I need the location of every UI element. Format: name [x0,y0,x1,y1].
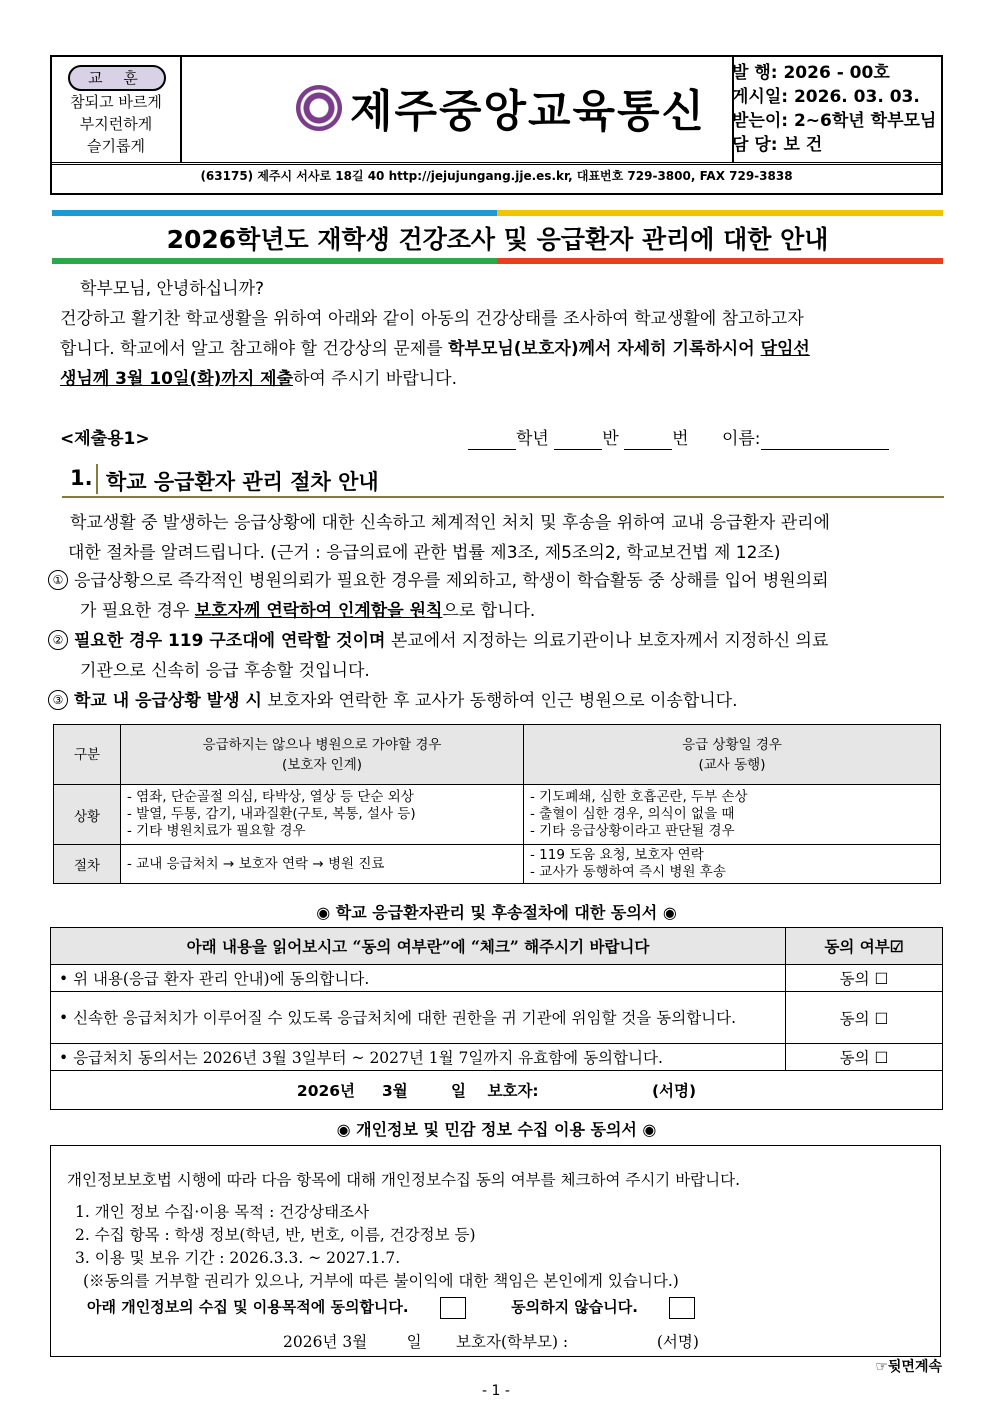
intro-text [60,274,940,394]
agree-checkbox[interactable]: 동의 ☐ [786,1044,943,1071]
procedure-item-1: ① 응급상황으로 즉각적인 병원의뢰가 필요한 경우를 제외하고, 학생이 학습활동 중 상해를 입어 병원의뢰 [48,566,943,596]
section-title: 학교 응급환자 관리 절차 안내 [106,470,379,494]
intro-line: 생님께 3월 10일(화)까지 제출하여 주시기 바랍니다. [60,369,458,389]
section-para: 학교생활 중 발생하는 응급상황에 대한 신속하고 체계적인 처치 및 후송을 위하여 교내 응급환자 관리에 [70,513,830,533]
consent-title: ◉ 학교 응급환자관리 및 후송절차에 대한 동의서 ◉ [316,903,677,922]
privacy-intro: 개인정보보호법 시행에 따라 다음 항목에 대해 개인정보수집 동의 여부를 체크하여 주시기 바랍니다. [67,1171,741,1189]
row-label-situation: 상황 [54,785,121,845]
grade-label: 학년 [516,429,549,449]
motto-text [52,91,180,157]
table-header-category: 구분 [54,725,121,785]
procedure-nonemergency: - 교내 응급처치 → 보호자 연락 → 병원 진료 [121,845,524,884]
agree-checkbox[interactable]: 동의 ☐ [786,965,943,992]
name-label: 이름: [721,429,761,449]
circled-number-icon: ① [48,570,68,590]
procedure-item-2: ② 필요한 경우 119 구조대에 연락할 것이며 본교에서 지정하는 의료기관이나 보호자께서 지정하신 의료 [48,626,943,656]
banner-stripe-green [52,258,497,264]
header-divider [52,162,941,165]
privacy-signature-line[interactable]: 2026년 3월 일 보호자(학부모) : (서명) [283,1333,699,1351]
intro-line: 건강하고 활기찬 학교생활을 위하여 아래와 같이 아동의 건강상태를 조사하여 학교생활에 참고하고자 [60,309,804,329]
consent-header-check: 동의 여부☑ [786,928,943,965]
privacy-title: ◉ 개인정보 및 민감 정보 수집 이용 동의서 ◉ [336,1120,657,1139]
privacy-item: 2. 수집 항목 : 학생 정보(학년, 반, 번호, 이름, 건강정보 등) [75,1226,476,1244]
greeting: 학부모님, 안녕하십니까? [80,279,265,299]
consent-header-instruction: 아래 내용을 읽어보시고 “동의 여부란”에 “체크” 해주시기 바랍니다 [51,928,786,965]
procedure-item-3: ③ 학교 내 응급상황 발생 시 보호자와 연락한 후 교사가 동행하여 인근 병원으로 이송합니다. [48,686,943,716]
class-field[interactable] [554,429,602,450]
section-number: 1. [70,466,93,490]
consent-table [50,927,943,1110]
issue-info [732,61,942,157]
banner-stripe-blue [52,210,497,216]
privacy-disagree-checkbox[interactable] [669,1297,695,1319]
privacy-consent-box [50,1145,941,1357]
privacy-item: 3. 이용 및 보유 기간 : 2026.3.3. ~ 2027.1.7. [75,1249,401,1267]
title-column [180,57,734,162]
section-1-heading [62,462,944,498]
procedure-table [53,724,941,884]
section-divider [96,464,98,494]
motto-column [52,57,182,162]
privacy-agree-row: 아래 개인정보의 수집 및 이용목적에 동의합니다. 동의하지 않습니다. [87,1296,695,1319]
privacy-note: (※동의를 거부할 권리가 있으나, 거부에 따른 불이익에 대한 책임은 본인에게 있습니다.) [83,1272,679,1290]
table-header-emergency: 응급 상황일 경우 (교사 동행) [524,725,941,785]
procedure-item-1-cont: 가 필요한 경우 보호자께 연락하여 인계함을 원칙으로 합니다. [80,601,536,621]
situation-emergency: - 기도폐쇄, 심한 호흡곤란, 두부 손상 - 출혈이 심한 경우, 의식이 없을 때 - 기타 응급상황이라고 판단될 경우 [524,785,941,845]
newsletter-title: 제주중앙교육통신 [350,86,707,137]
banner-stripe-red [497,258,943,264]
motto-line: 슬기롭게 [87,137,145,155]
circled-number-icon: ③ [48,690,68,710]
section-1-body [60,508,940,568]
number-field[interactable] [624,429,672,450]
table-header-nonemergency: 응급하지는 않으나 병원으로 가야할 경우 (보호자 인계) [121,725,524,785]
submit-label: <제출용1> [60,429,150,449]
circled-number-icon: ② [48,630,68,650]
newsletter-header [50,55,943,195]
privacy-item: 1. 개인 정보 수집·이용 목적 : 건강상태조사 [75,1203,370,1221]
school-logo-icon [296,85,342,131]
page-number: - 1 - [482,1383,510,1399]
student-info-fields [468,424,889,450]
procedure-emergency: - 119 도움 요청, 보호자 연락 - 교사가 동행하여 즉시 병원 후송 [524,845,941,884]
issue-number: 발 행: 2026 - 00호 [732,63,890,83]
consent-item: • 신속한 응급처치가 이루어질 수 있도록 응급처치에 대한 권한을 귀 기관에 위임할 것을 동의합니다. [51,992,786,1044]
continued-note: ☞뒷면계속 [875,1359,942,1375]
name-field[interactable] [761,429,889,450]
school-address: (63175) 제주시 서사로 18길 40 http://jejujungang.jje.es.kr, 대표번호 729-3800, FAX 729-3838 [200,169,793,183]
posted-date: 게시일: 2026. 03. 03. [732,87,920,107]
consent-item: • 위 내용(응급 환자 관리 안내)에 동의합니다. [51,965,786,992]
procedure-item-2-cont: 기관으로 신속히 응급 후송할 것입니다. [80,661,370,681]
situation-nonemergency: - 염좌, 단순골절 의심, 타박상, 열상 등 단순 외상 - 발열, 두통, 감기, 내과질환(구토, 복통, 설사 등) - 기타 병원치료가 필요할 경우 [121,785,524,845]
privacy-agree-checkbox[interactable] [440,1297,466,1319]
intro-line: 합니다. 학교에서 알고 참고해야 할 건강상의 문제를 학부모님(보호자)께서 자세히 기록하시어 담임선 [60,339,810,359]
row-label-procedure: 절차 [54,845,121,884]
procedure-list [48,566,943,716]
class-label: 반 [602,429,619,449]
motto-label: 교 훈 [68,65,166,91]
grade-field[interactable] [468,429,516,450]
recipients: 받는이: 2~6학년 학부모님 [732,111,937,131]
number-label: 번 [672,429,689,449]
contact-person: 담 당: 보 건 [732,135,823,155]
banner-stripe-yellow [497,210,943,216]
agree-checkbox[interactable]: 동의 ☐ [786,992,943,1044]
consent-signature-line[interactable]: 2026년 3월 일 보호자: (서명) [51,1071,943,1110]
section-para: 대한 절차를 알려드립니다. (근거 : 응급의료에 관한 법률 제3조, 제5조의2, 학교보건법 제 12조) [68,543,781,563]
document-title: 2026학년도 재학생 건강조사 및 응급환자 관리에 대한 안내 [166,225,829,254]
consent-item: • 응급처치 동의서는 2026년 3월 3일부터 ~ 2027년 1월 7일까지 유효함에 동의합니다. [51,1044,786,1071]
motto-line: 부지런하게 [79,115,153,133]
motto-line: 참되고 바르게 [70,93,162,111]
